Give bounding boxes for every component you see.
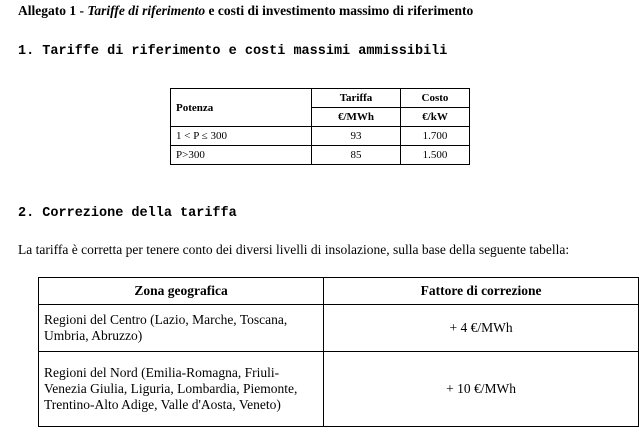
cell-fattore: + 4 €/MWh: [324, 305, 639, 352]
section1-title: 1. Tariffe di riferimento e costi massimi ammissibili: [18, 44, 448, 59]
cell-costo: 1.500: [401, 146, 470, 165]
header-italic: Tariffe di riferimento: [87, 3, 206, 18]
col-potenza-header: Potenza: [171, 89, 312, 127]
col-costo-header: Costo: [401, 89, 470, 108]
header-suffix: e costi di investimento massimo di riferimento: [205, 3, 474, 18]
table-row: [171, 146, 470, 165]
cell-potenza: P>300: [171, 146, 312, 165]
col-zona-header: Zona geografica: [39, 278, 324, 305]
intro-paragraph: La tariffa è corretta per tenere conto dei diversi livelli di insolazione, sulla base della seguente tabella:: [18, 242, 570, 257]
cell-costo: 1.700: [401, 127, 470, 146]
unit-costo: €/kW: [401, 108, 470, 127]
correction-table: [38, 277, 639, 427]
table-row: [39, 352, 639, 427]
cell-tariffa: 85: [312, 146, 401, 165]
col-tariffa-header: Tariffa: [312, 89, 401, 108]
cell-potenza: 1 < P ≤ 300: [171, 127, 312, 146]
table-header-row: [39, 278, 639, 305]
cell-tariffa: 93: [312, 127, 401, 146]
cell-zona: Regioni del Centro (Lazio, Marche, Toscana, Umbria, Abruzzo): [39, 305, 324, 352]
unit-tariffa: €/MWh: [312, 108, 401, 127]
header-prefix: Allegato 1 -: [18, 3, 88, 18]
table-header-row: [171, 89, 470, 108]
table-row: [39, 305, 639, 352]
table-row: [171, 127, 470, 146]
cell-fattore: + 10 €/MWh: [324, 352, 639, 427]
section2-title: 2. Correzione della tariffa: [18, 206, 237, 221]
tariff-table: [170, 88, 470, 165]
cell-zona: Regioni del Nord (Emilia-Romagna, Friuli-Venezia Giulia, Liguria, Lombardia, Piemonte, Trentino-Alto Adige, Valle d'Aosta, Veneto): [39, 352, 324, 427]
document-header: [18, 3, 473, 19]
col-fattore-header: Fattore di correzione: [324, 278, 639, 305]
